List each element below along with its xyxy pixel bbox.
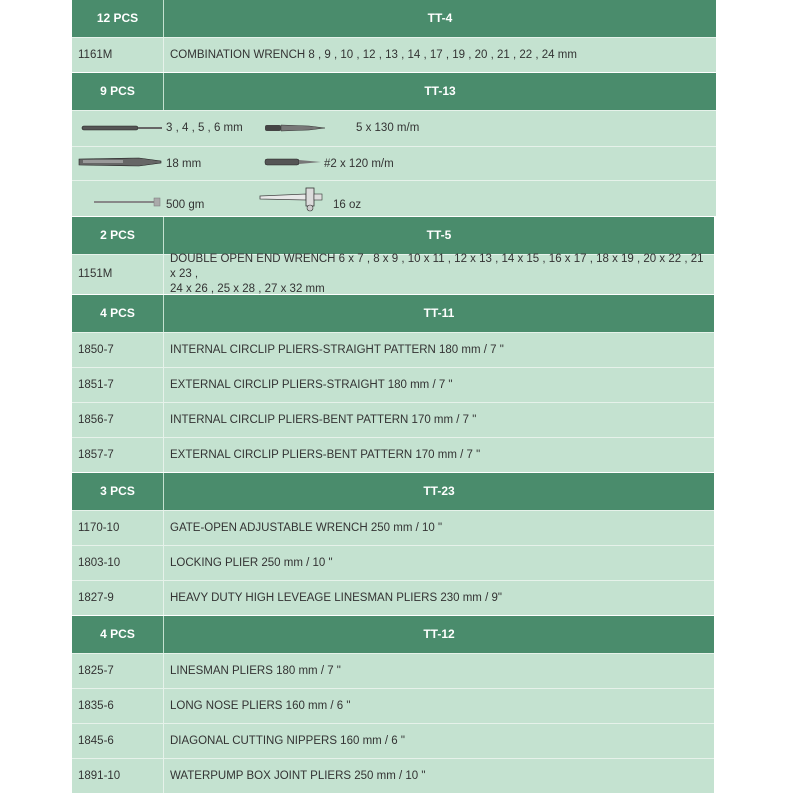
center-punch-icon xyxy=(265,157,321,167)
table-row xyxy=(72,402,714,437)
part-description: INTERNAL CIRCLIP PLIERS-STRAIGHT PATTERN 180 mm / 7 " xyxy=(170,344,504,356)
part-number: 1161M xyxy=(72,38,164,72)
part-number: 1850-7 xyxy=(72,333,164,367)
set-code-label: TT-23 xyxy=(423,484,455,498)
table-row xyxy=(72,723,714,758)
quantity-label: 2 PCS xyxy=(72,217,164,254)
part-description: LINESMAN PLIERS 180 mm / 7 " xyxy=(170,665,341,677)
part-number: 1825-7 xyxy=(72,654,164,688)
tool-set-table xyxy=(72,0,716,793)
section-tt-12 xyxy=(72,616,714,793)
part-description: LOCKING PLIER 250 mm / 10 " xyxy=(170,557,333,569)
set-code-label: TT-5 xyxy=(426,228,452,242)
part-description: EXTERNAL CIRCLIP PLIERS-BENT PATTERN 170 mm / 7 " xyxy=(170,449,481,461)
part-description: WATERPUMP BOX JOINT PLIERS 250 mm / 10 " xyxy=(170,770,426,782)
tool-weight-label: 500 gm xyxy=(166,199,205,211)
tool-size-label: 18 mm xyxy=(166,158,202,170)
part-description: GATE-OPEN ADJUSTABLE WRENCH 250 mm / 10 " xyxy=(170,522,443,534)
section-tt-13 xyxy=(72,73,716,216)
section-tt-11 xyxy=(72,295,714,472)
tool-image-row xyxy=(72,110,716,146)
part-description: DIAGONAL CUTTING NIPPERS 160 mm / 6 " xyxy=(170,735,405,747)
table-row xyxy=(72,510,714,545)
table-row xyxy=(72,653,714,688)
quantity-label: 4 PCS xyxy=(72,295,164,332)
section-header xyxy=(72,295,714,332)
part-number: 1170-10 xyxy=(72,511,164,545)
table-row xyxy=(72,688,714,723)
section-tt-23 xyxy=(72,473,714,615)
section-header xyxy=(72,473,714,510)
quantity-label: 9 PCS xyxy=(72,73,164,110)
description-line: 24 x 26 , 25 x 28 , 27 x 32 mm xyxy=(170,283,325,295)
tool-weight-label: 16 oz xyxy=(333,199,362,211)
tool-image-row xyxy=(72,146,716,180)
cold-chisel-icon xyxy=(265,123,325,133)
pin-punch-icon xyxy=(82,124,162,132)
quantity-label: 12 PCS xyxy=(72,0,164,37)
description-line: DOUBLE OPEN END WRENCH 6 x 7 , 8 x 9 , 10 x 11 , 12 x 13 , 14 x 15 , 16 x 17 , 18 x 19 , 20 x 22 , 21 x 23 , xyxy=(170,253,704,280)
section-tt-4 xyxy=(72,0,716,72)
part-description: EXTERNAL CIRCLIP PLIERS-STRAIGHT 180 mm / 7 " xyxy=(170,379,453,391)
part-description: COMBINATION WRENCH 8 , 9 , 10 , 12 , 13 , 14 , 17 , 19 , 20 , 21 , 22 , 24 mm xyxy=(170,49,577,61)
table-row xyxy=(72,437,714,472)
table-row xyxy=(72,545,714,580)
quantity-label: 4 PCS xyxy=(72,616,164,653)
part-number: 1151M xyxy=(72,255,164,294)
table-row xyxy=(72,254,714,294)
set-code-label: TT-12 xyxy=(423,627,455,641)
tool-image-row xyxy=(72,180,716,216)
set-code-label: TT-13 xyxy=(424,84,456,98)
section-tt-5 xyxy=(72,217,714,294)
table-row xyxy=(72,367,714,402)
section-header xyxy=(72,616,714,653)
tool-size-label: 5 x 130 m/m xyxy=(356,122,420,134)
part-description: INTERNAL CIRCLIP PLIERS-BENT PATTERN 170 mm / 7 " xyxy=(170,414,477,426)
flat-chisel-icon xyxy=(79,157,161,167)
part-number: 1803-10 xyxy=(72,546,164,580)
section-header xyxy=(72,73,716,110)
section-header xyxy=(72,0,716,37)
part-description: LONG NOSE PLIERS 160 mm / 6 " xyxy=(170,700,351,712)
tool-size-label: #2 x 120 m/m xyxy=(324,158,394,170)
part-number: 1857-7 xyxy=(72,438,164,472)
part-number: 1856-7 xyxy=(72,403,164,437)
quantity-label: 3 PCS xyxy=(72,473,164,510)
part-description: HEAVY DUTY HIGH LEVEAGE LINESMAN PLIERS 230 mm / 9" xyxy=(170,592,502,604)
hammer-icon xyxy=(94,198,164,208)
part-number: 1835-6 xyxy=(72,689,164,723)
part-number: 1891-10 xyxy=(72,759,164,793)
tool-size-label: 3 , 4 , 5 , 6 mm xyxy=(166,122,243,134)
section-header xyxy=(72,217,714,254)
set-code-label: TT-11 xyxy=(423,306,455,320)
table-row xyxy=(72,580,714,615)
part-number: 1851-7 xyxy=(72,368,164,402)
ball-peen-hammer-icon xyxy=(260,186,328,212)
part-description xyxy=(164,255,714,294)
part-number: 1827-9 xyxy=(72,581,164,615)
table-row xyxy=(72,332,714,367)
set-code-label: TT-4 xyxy=(427,11,453,25)
table-row xyxy=(72,37,716,72)
part-number: 1845-6 xyxy=(72,724,164,758)
